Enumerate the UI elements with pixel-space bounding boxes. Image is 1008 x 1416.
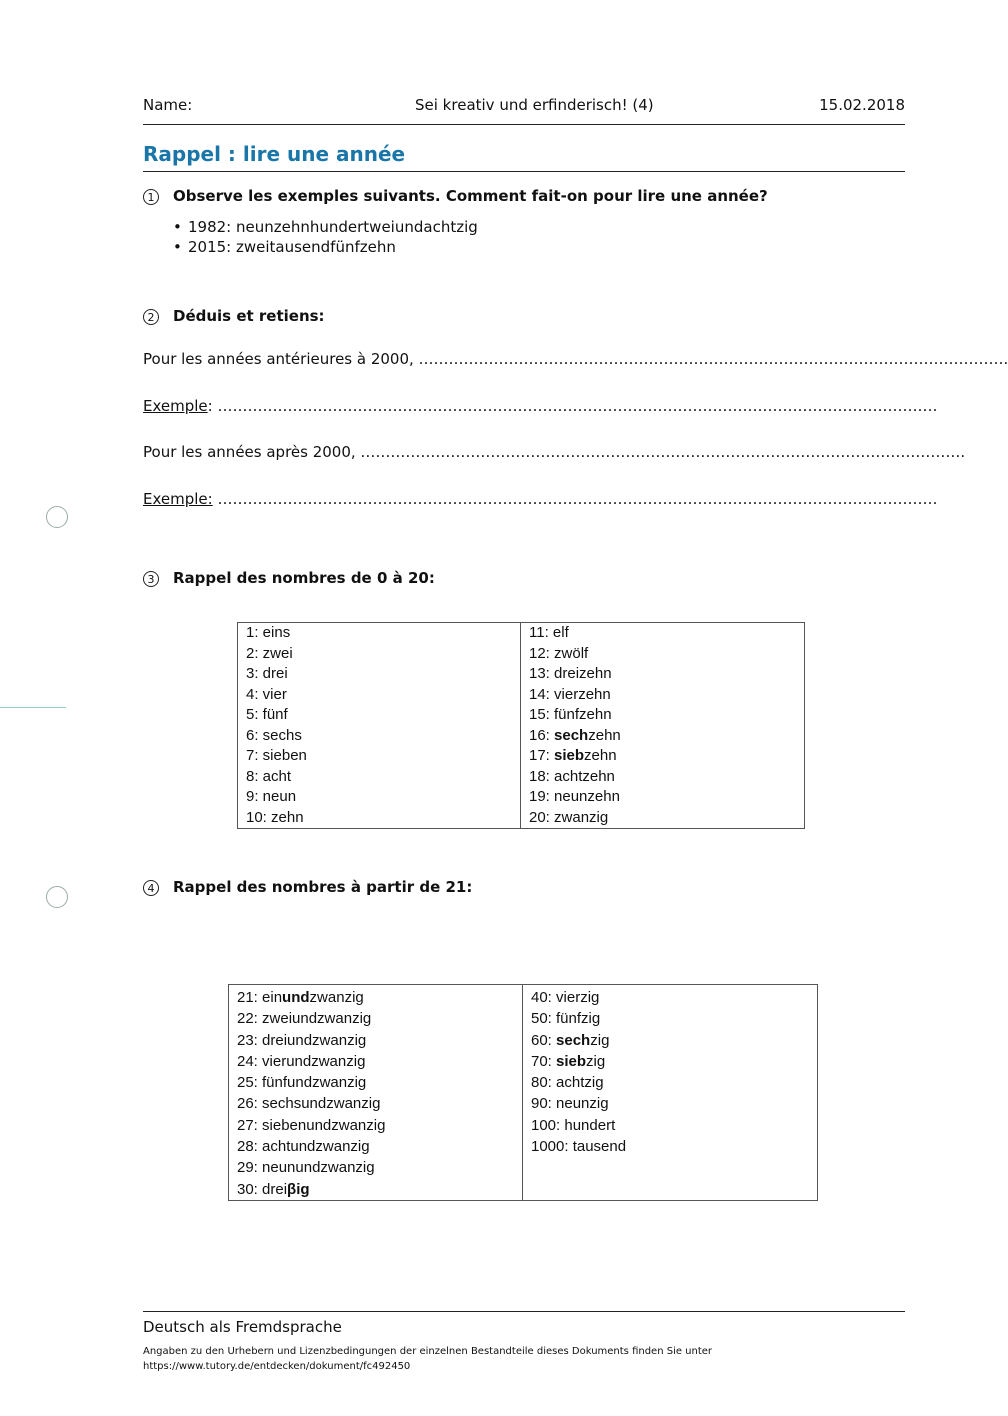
numbers-from-21-table [228,984,818,1201]
number-entry [246,664,512,685]
number-stem-bold: sieb [554,747,585,764]
table-column-right [521,623,805,829]
number-text: 6: sechs [246,726,302,744]
section-4-number: 4 [143,880,159,896]
number-text: 29: neunundzwanzig [237,1159,375,1177]
example-label: Exemple [143,397,208,415]
number-entry [529,787,796,808]
number-entry [246,808,512,829]
example-label: Exemple: [143,490,213,508]
number-entry [531,1051,809,1072]
number-entry [237,1008,514,1029]
worksheet-date: 15.02.2018 [819,96,905,114]
number-text: 20: zwanzig [529,808,609,826]
number-entry [237,1030,514,1051]
numbers-0-20-table [237,622,805,829]
number-entry [246,623,512,644]
section-2-number: 2 [143,309,159,325]
worksheet-subject: Sei kreativ und erfinderisch! (4) [415,96,654,114]
section-3-number: 3 [143,571,159,587]
number-entry [246,685,512,706]
section-1-number: 1 [143,189,159,205]
number-entry [529,664,796,685]
number-text: 14: vierzehn [529,685,611,703]
number-text: 4: vier [246,685,287,703]
number-entry [529,705,796,726]
number-text: zwanzig [309,989,364,1006]
number-entry [531,1008,809,1029]
number-text: 23: dreiundzwanzig [237,1031,367,1049]
number-entry [529,644,796,665]
number-text: 7: sieben [246,747,307,764]
number-entry [529,808,796,829]
number-text: 8: acht [246,767,292,785]
list-item: • 2015: zweitausendfünfzehn [173,237,478,257]
number-entry [531,987,809,1008]
header-rule [143,124,905,125]
fill-dots: ……………………………………………………………………………………………………………………………… [212,490,938,508]
number-text: 13: dreizehn [529,665,612,682]
section-3-heading: Rappel des nombres de 0 à 20: [173,569,435,587]
name-label: Name: [143,96,193,114]
number-entry [237,1115,514,1136]
examples-list [173,217,478,257]
section-1-question: Observe les exemples suivants. Comment fait-on pour lire une année? [173,187,768,205]
number-text: 2: zwei [246,644,293,662]
number-entry [237,1179,514,1200]
number-entry [237,1051,514,1072]
number-entry [246,726,512,747]
number-text: 26: sechsundzwanzig [237,1095,381,1113]
number-text: 27: siebenundzwanzig [237,1116,386,1134]
page-title: Rappel : lire une année [143,142,406,166]
footer-rule [143,1311,905,1312]
number-text: 25: fünfundzwanzig [237,1074,367,1092]
number-text: 10: zehn [246,808,304,826]
number-entry [246,746,512,767]
number-entry [237,987,514,1008]
number-text: zehn [588,726,621,744]
number-text: 40: vierzig [531,989,600,1006]
number-stem-bold: und [282,989,310,1006]
number-text: 5: fünf [246,706,288,723]
number-text: 1: eins [246,624,291,641]
number-text: 28: achtundzwanzig [237,1138,370,1156]
number-text: 19: neunzehn [529,788,620,805]
table-column-right [523,985,818,1201]
number-text: 12: zwölf [529,644,589,662]
number-text: 18: achtzehn [529,767,615,785]
number-text: zig [586,1052,606,1070]
number-text: 80: achtzig [531,1074,604,1092]
number-entry [531,1093,809,1114]
number-entry [246,787,512,808]
number-text: zehn [584,747,617,764]
number-text: 21: ein [237,989,283,1006]
number-text: 70: [531,1052,557,1070]
license-text: Angaben zu den Urhebern und Lizenzbedingungen der einzelnen Bestandteile dieses Dokuments finden Sie unter [143,1346,713,1357]
number-text: 22: zweiundzwanzig [237,1010,372,1028]
number-text: 50: fünfzig [531,1010,601,1028]
number-entry [531,1115,809,1136]
number-text: 1000: tausend [531,1138,627,1156]
license-url[interactable]: https://www.tutory.de/entdecken/dokument/fc492450 [143,1361,411,1372]
number-stem-bold: sech [556,1031,591,1049]
number-entry [237,1136,514,1157]
number-entry [529,767,796,788]
number-entry [531,1072,809,1093]
number-text: 3: drei [246,665,288,682]
fill-line-before-2000[interactable]: Pour les années antérieures à 2000, ………………………………………………………………………………………………………. [143,350,1008,368]
fold-mark [0,707,66,708]
number-entry [246,767,512,788]
number-entry [529,746,796,767]
number-text: 16: [529,726,555,744]
title-rule [143,171,905,172]
number-entry [529,726,796,747]
number-entry [531,1030,809,1051]
number-text: 90: neunzig [531,1095,609,1113]
number-entry [237,1157,514,1178]
number-text: zig [590,1031,610,1049]
number-entry [237,1072,514,1093]
number-entry [246,644,512,665]
number-entry [237,1093,514,1114]
fill-line-example-1[interactable] [143,397,938,415]
number-text: 30: drei [237,1180,288,1198]
number-text: 100: hundert [531,1116,616,1134]
number-stem-bold: βig [287,1180,310,1198]
fill-dots: : ……………………………………………………………………………………………………………………………… [207,397,938,415]
fill-line-example-2[interactable] [143,490,938,508]
course-name: Deutsch als Fremdsprache [143,1318,342,1336]
list-item: • 1982: neunzehnhundertweiundachtzig [173,217,478,237]
punch-hole-top [46,506,68,528]
number-entry [529,685,796,706]
section-2-heading: Déduis et retiens: [173,307,325,325]
number-stem-bold: sieb [556,1052,587,1070]
punch-hole-bottom [46,886,68,908]
number-text: 24: vierundzwanzig [237,1052,366,1070]
number-text: 17: [529,747,555,764]
number-text: 60: [531,1031,557,1049]
number-entry [246,705,512,726]
number-text: 11: elf [529,624,569,641]
number-stem-bold: sech [554,726,589,744]
number-text: 9: neun [246,788,297,805]
section-4-heading: Rappel des nombres à partir de 21: [173,878,473,896]
table-column-left [238,623,521,829]
license-note [143,1344,712,1374]
table-column-left [229,985,523,1201]
number-entry [531,1136,809,1157]
number-text: 15: fünfzehn [529,706,612,723]
number-entry [529,623,796,644]
fill-line-after-2000[interactable]: Pour les années après 2000, …………………………………………………………………………………………………………. [143,443,966,461]
